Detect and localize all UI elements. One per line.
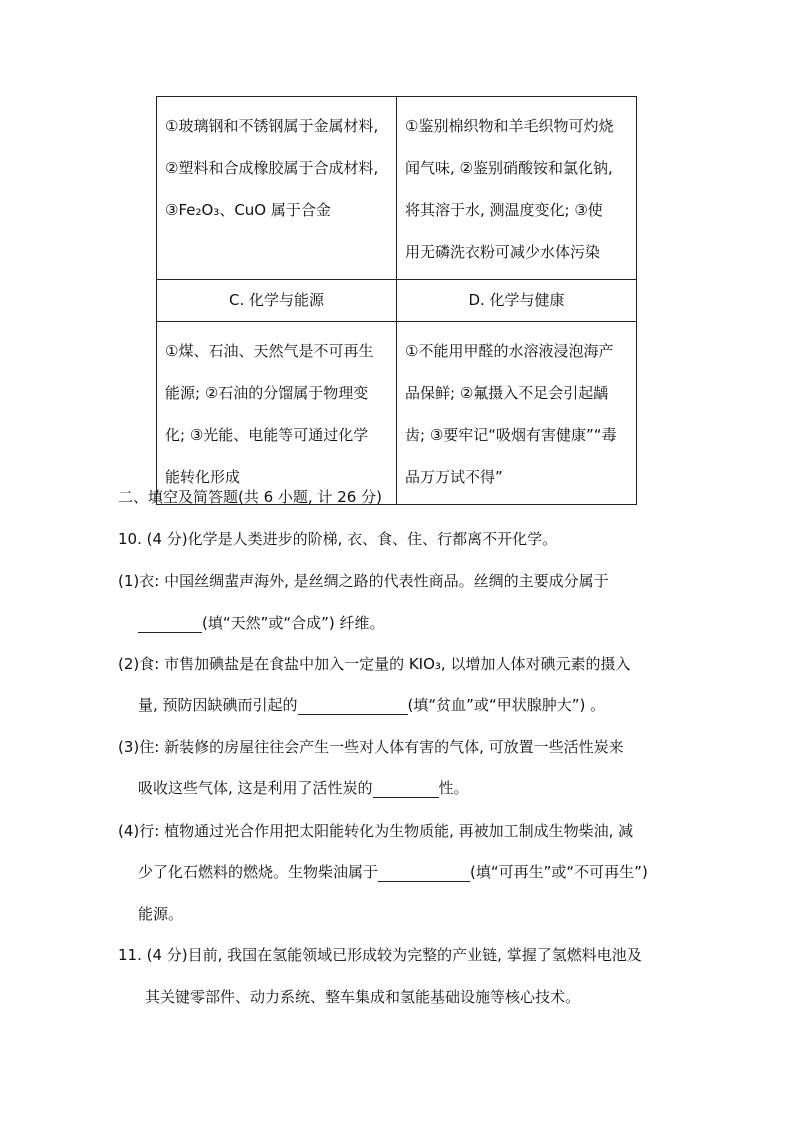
q10-part2-line2 — [138, 694, 605, 715]
q10-part3-prefix: 吸收这些气体, 这是利用了活性炭的 — [138, 779, 373, 797]
q10-part4-line3: 能源。 — [138, 905, 184, 923]
cell-line: ①玻璃钢和不锈钢属于金属材料, — [165, 117, 379, 135]
answer-blank[interactable] — [378, 865, 470, 882]
answer-blank[interactable] — [138, 616, 202, 633]
cell-line: ①不能用甲醛的水溶液浸泡海产 — [405, 342, 614, 360]
q10-part1-line1: (1)衣: 中国丝绸蜚声海外, 是丝绸之路的代表性商品。丝绸的主要成分属于 — [118, 572, 609, 590]
header-health: D. 化学与健康 — [397, 280, 637, 322]
q10-part2-hint: (填“贫血”或“甲状腺肿大”) 。 — [407, 696, 606, 714]
cell-line: 闻气味, ②鉴别硝酸铵和氯化钠, — [405, 159, 613, 177]
question-11-line1: 11. (4 分)目前, 我国在氢能领域已形成较为完整的产业链, 掌握了氢燃料电池及 — [118, 946, 642, 964]
cell-line: ③Fe₂O₃、CuO 属于合金 — [165, 201, 331, 219]
cell-line: 用无磷洗衣粉可减少水体污染 — [405, 243, 601, 261]
question-10-stem: 10. (4 分)化学是人类进步的阶梯, 衣、食、住、行都离不开化学。 — [118, 530, 558, 548]
cell-health — [397, 322, 637, 505]
answer-blank[interactable] — [373, 781, 439, 798]
q10-part3-line1: (3)住: 新装修的房屋往往会产生一些对人体有害的气体, 可放置一些活性炭来 — [118, 738, 624, 756]
answer-blank[interactable] — [298, 698, 408, 715]
cell-line: 化; ③光能、电能等可通过化学 — [165, 426, 369, 444]
cell-environment — [397, 97, 637, 280]
q10-part3-suffix: 性。 — [438, 779, 469, 797]
cell-line: 齿; ③要牢记“吸烟有害健康”“毒 — [405, 426, 617, 444]
header-energy: C. 化学与能源 — [157, 280, 397, 322]
q10-part2-prefix: 量, 预防因缺碘而引起的 — [138, 696, 298, 714]
cell-line: 品万万试不得” — [405, 468, 503, 486]
q10-part3-line2 — [138, 777, 469, 798]
section-title: 二、填空及简答题(共 6 小题, 计 26 分) — [118, 488, 382, 506]
cell-energy — [157, 322, 397, 505]
q10-part4-line1: (4)行: 植物通过光合作用把太阳能转化为生物质能, 再被加工制成生物柴油, 减 — [118, 822, 634, 840]
cell-line: 能转化形成 — [165, 468, 241, 486]
q10-part4-hint: (填“可再生”或“不可再生”) — [470, 863, 648, 881]
q10-part1-hint: (填“天然”或“合成”) 纤维。 — [202, 614, 385, 632]
q10-part4-line2 — [138, 861, 648, 882]
cell-line: ②塑料和合成橡胶属于合成材料, — [165, 159, 379, 177]
cell-line: 将其溶于水, 测温度变化; ③使 — [405, 201, 603, 219]
q10-part2-line1: (2)食: 市售加碘盐是在食盐中加入一定量的 KIO₃, 以增加人体对碘元素的摄入 — [118, 655, 631, 673]
cell-line: ①鉴别棉织物和羊毛织物可灼烧 — [405, 117, 614, 135]
cell-line: 品保鲜; ②氟摄入不足会引起龋 — [405, 384, 609, 402]
question-11-line2: 其关键零部件、动力系统、整车集成和氢能基础设施等核心技术。 — [145, 988, 581, 1006]
q10-part1-line2 — [138, 612, 385, 633]
knowledge-table — [156, 96, 637, 505]
cell-line: 能源; ②石油的分馏属于物理变 — [165, 384, 369, 402]
cell-line: ①煤、石油、天然气是不可再生 — [165, 342, 374, 360]
cell-materials — [157, 97, 397, 280]
q10-part4-prefix: 少了化石燃料的燃烧。生物柴油属于 — [138, 863, 379, 881]
